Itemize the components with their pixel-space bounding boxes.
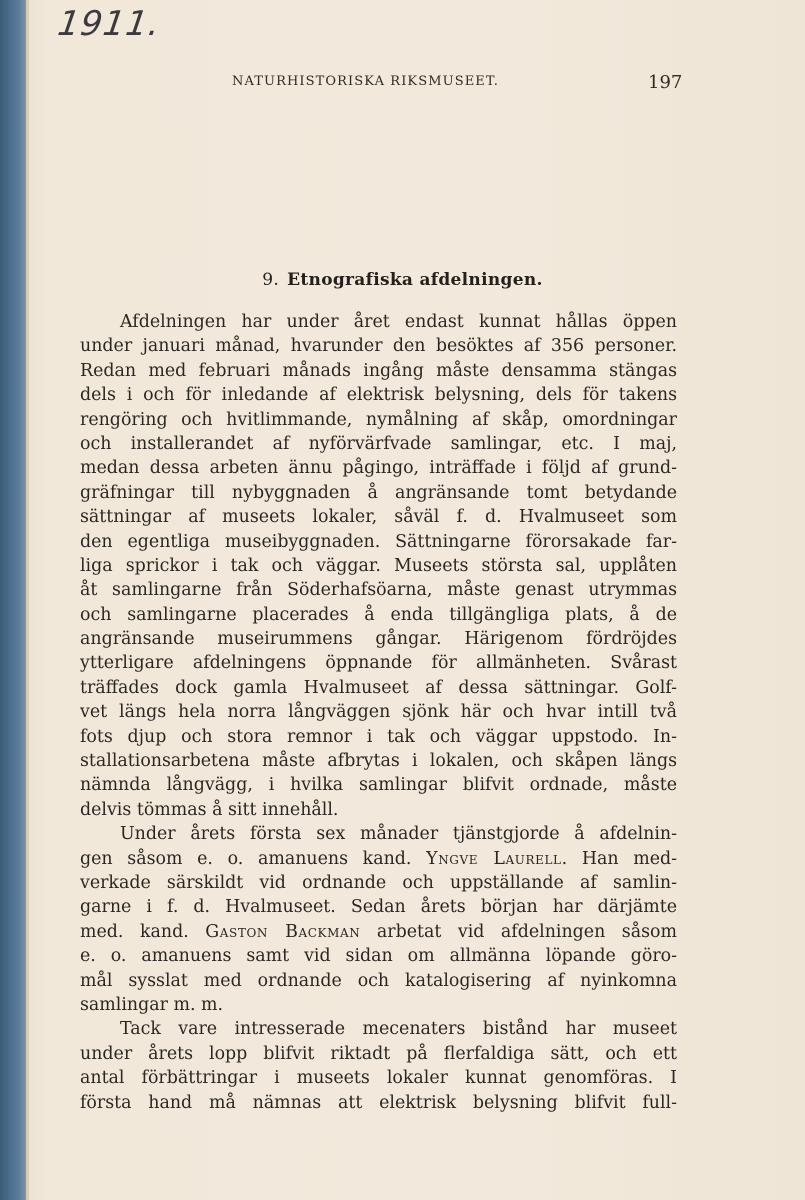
text-line: åt samlingarne från Söderhafsöarna, måste genast utrymmas <box>80 580 677 601</box>
text-line: Tack vare intresserade mecenaters bistånd har museet <box>120 1019 677 1040</box>
text-line: första hand må nämnas att elektrisk belysning blifvit full- <box>80 1092 677 1113</box>
text-line: medan dessa arbeten ännu pågingo, inträffade i följd af grund- <box>80 458 677 479</box>
handwritten-year-annotation: 1911. <box>55 4 164 44</box>
text-fragment: med. kand. <box>80 921 189 942</box>
text-line: ytterligare afdelningens öppnande för allmänheten. Svårast <box>80 653 677 674</box>
text-line: verkade särskildt vid ordnande och uppställande af samlin- <box>80 872 677 893</box>
text-line: under årets lopp blifvit riktadt på flerfaldiga sätt, och ett <box>80 1043 677 1064</box>
section-title: Etnografiska afdelningen. <box>287 270 543 290</box>
text-line: garne i f. d. Hvalmuseet. Sedan årets början har därjämte <box>80 897 677 918</box>
text-line: liga sprickor i tak och väggar. Museets största sal, upplåten <box>80 555 677 576</box>
section-number: 9. <box>262 270 280 290</box>
text-fragment: . Han med- <box>561 848 678 869</box>
text-line: sättningar af museets lokaler, såväl f. d. Hvalmuseet som <box>80 507 677 528</box>
section-heading <box>0 270 805 290</box>
text-line: nämnda långvägg, i hvilka samlingar blifvit ordnade, måste <box>80 775 677 796</box>
spine-edge <box>26 0 29 1200</box>
text-line: och samlingarne placerades å enda tillgängliga plats, å de <box>80 604 677 625</box>
text-line: Under årets första sex månader tjänstgjorde å afdelnin- <box>120 824 677 845</box>
text-line: dels i och för inledande af elektrisk belysning, dels för takens <box>80 385 677 406</box>
text-line: Redan med februari månads ingång måste densamma stängas <box>80 360 677 381</box>
text-line: fots djup och stora remnor i tak och väggar uppstodo. In- <box>80 726 677 747</box>
text-line: träffades dock gamla Hvalmuseet af dessa sättningar. Golf- <box>80 677 677 698</box>
text-line: angränsande museirummens gångar. Härigenom fördröjdes <box>80 629 677 650</box>
body-text <box>80 310 677 1115</box>
person-name-laurell: Yngve Laurell <box>426 848 562 869</box>
text-line: delvis tömmas å sitt innehåll. <box>80 799 339 820</box>
person-name-backman: Gaston Backman <box>205 921 361 942</box>
page-number: 197 <box>648 72 683 93</box>
text-line: gräfningar till nybyggnaden å angränsande tomt betydande <box>80 482 677 503</box>
book-spine-binding <box>0 0 26 1200</box>
text-line-with-name <box>80 847 677 871</box>
text-fragment: gen såsom e. o. amanuens kand. <box>80 848 412 869</box>
text-line: under januari månad, hvarunder den besöktes af 356 personer. <box>80 336 677 357</box>
text-line: samlingar m. m. <box>80 994 224 1015</box>
text-line-with-name <box>80 920 677 944</box>
text-line: Afdelningen har under året endast kunnat hållas öppen <box>120 312 677 332</box>
text-line: e. o. amanuens samt vid sidan om allmänna löpande göro- <box>80 946 677 967</box>
text-line: vet längs hela norra långväggen sjönk här och hvar intill två <box>80 702 677 723</box>
running-header-title: NATURHISTORISKA RIKSMUSEET. <box>232 74 499 89</box>
text-line: den egentliga museibyggnaden. Sättningarne förorsakade far- <box>80 531 677 552</box>
text-line: och installerandet af nyförvärfvade samlingar, etc. I maj, <box>80 433 677 454</box>
text-fragment: arbetat vid afdelningen såsom <box>376 921 677 942</box>
text-line: mål sysslat med ordnande och katalogisering af nyinkomna <box>80 970 677 991</box>
text-line: rengöring och hvitlimmande, nymålning af skåp, omordningar <box>80 409 677 430</box>
text-line: antal förbättringar i museets lokaler kunnat genomföras. I <box>80 1068 677 1089</box>
text-line: stallationsarbetena måste afbrytas i lokalen, och skåpen längs <box>80 751 677 772</box>
